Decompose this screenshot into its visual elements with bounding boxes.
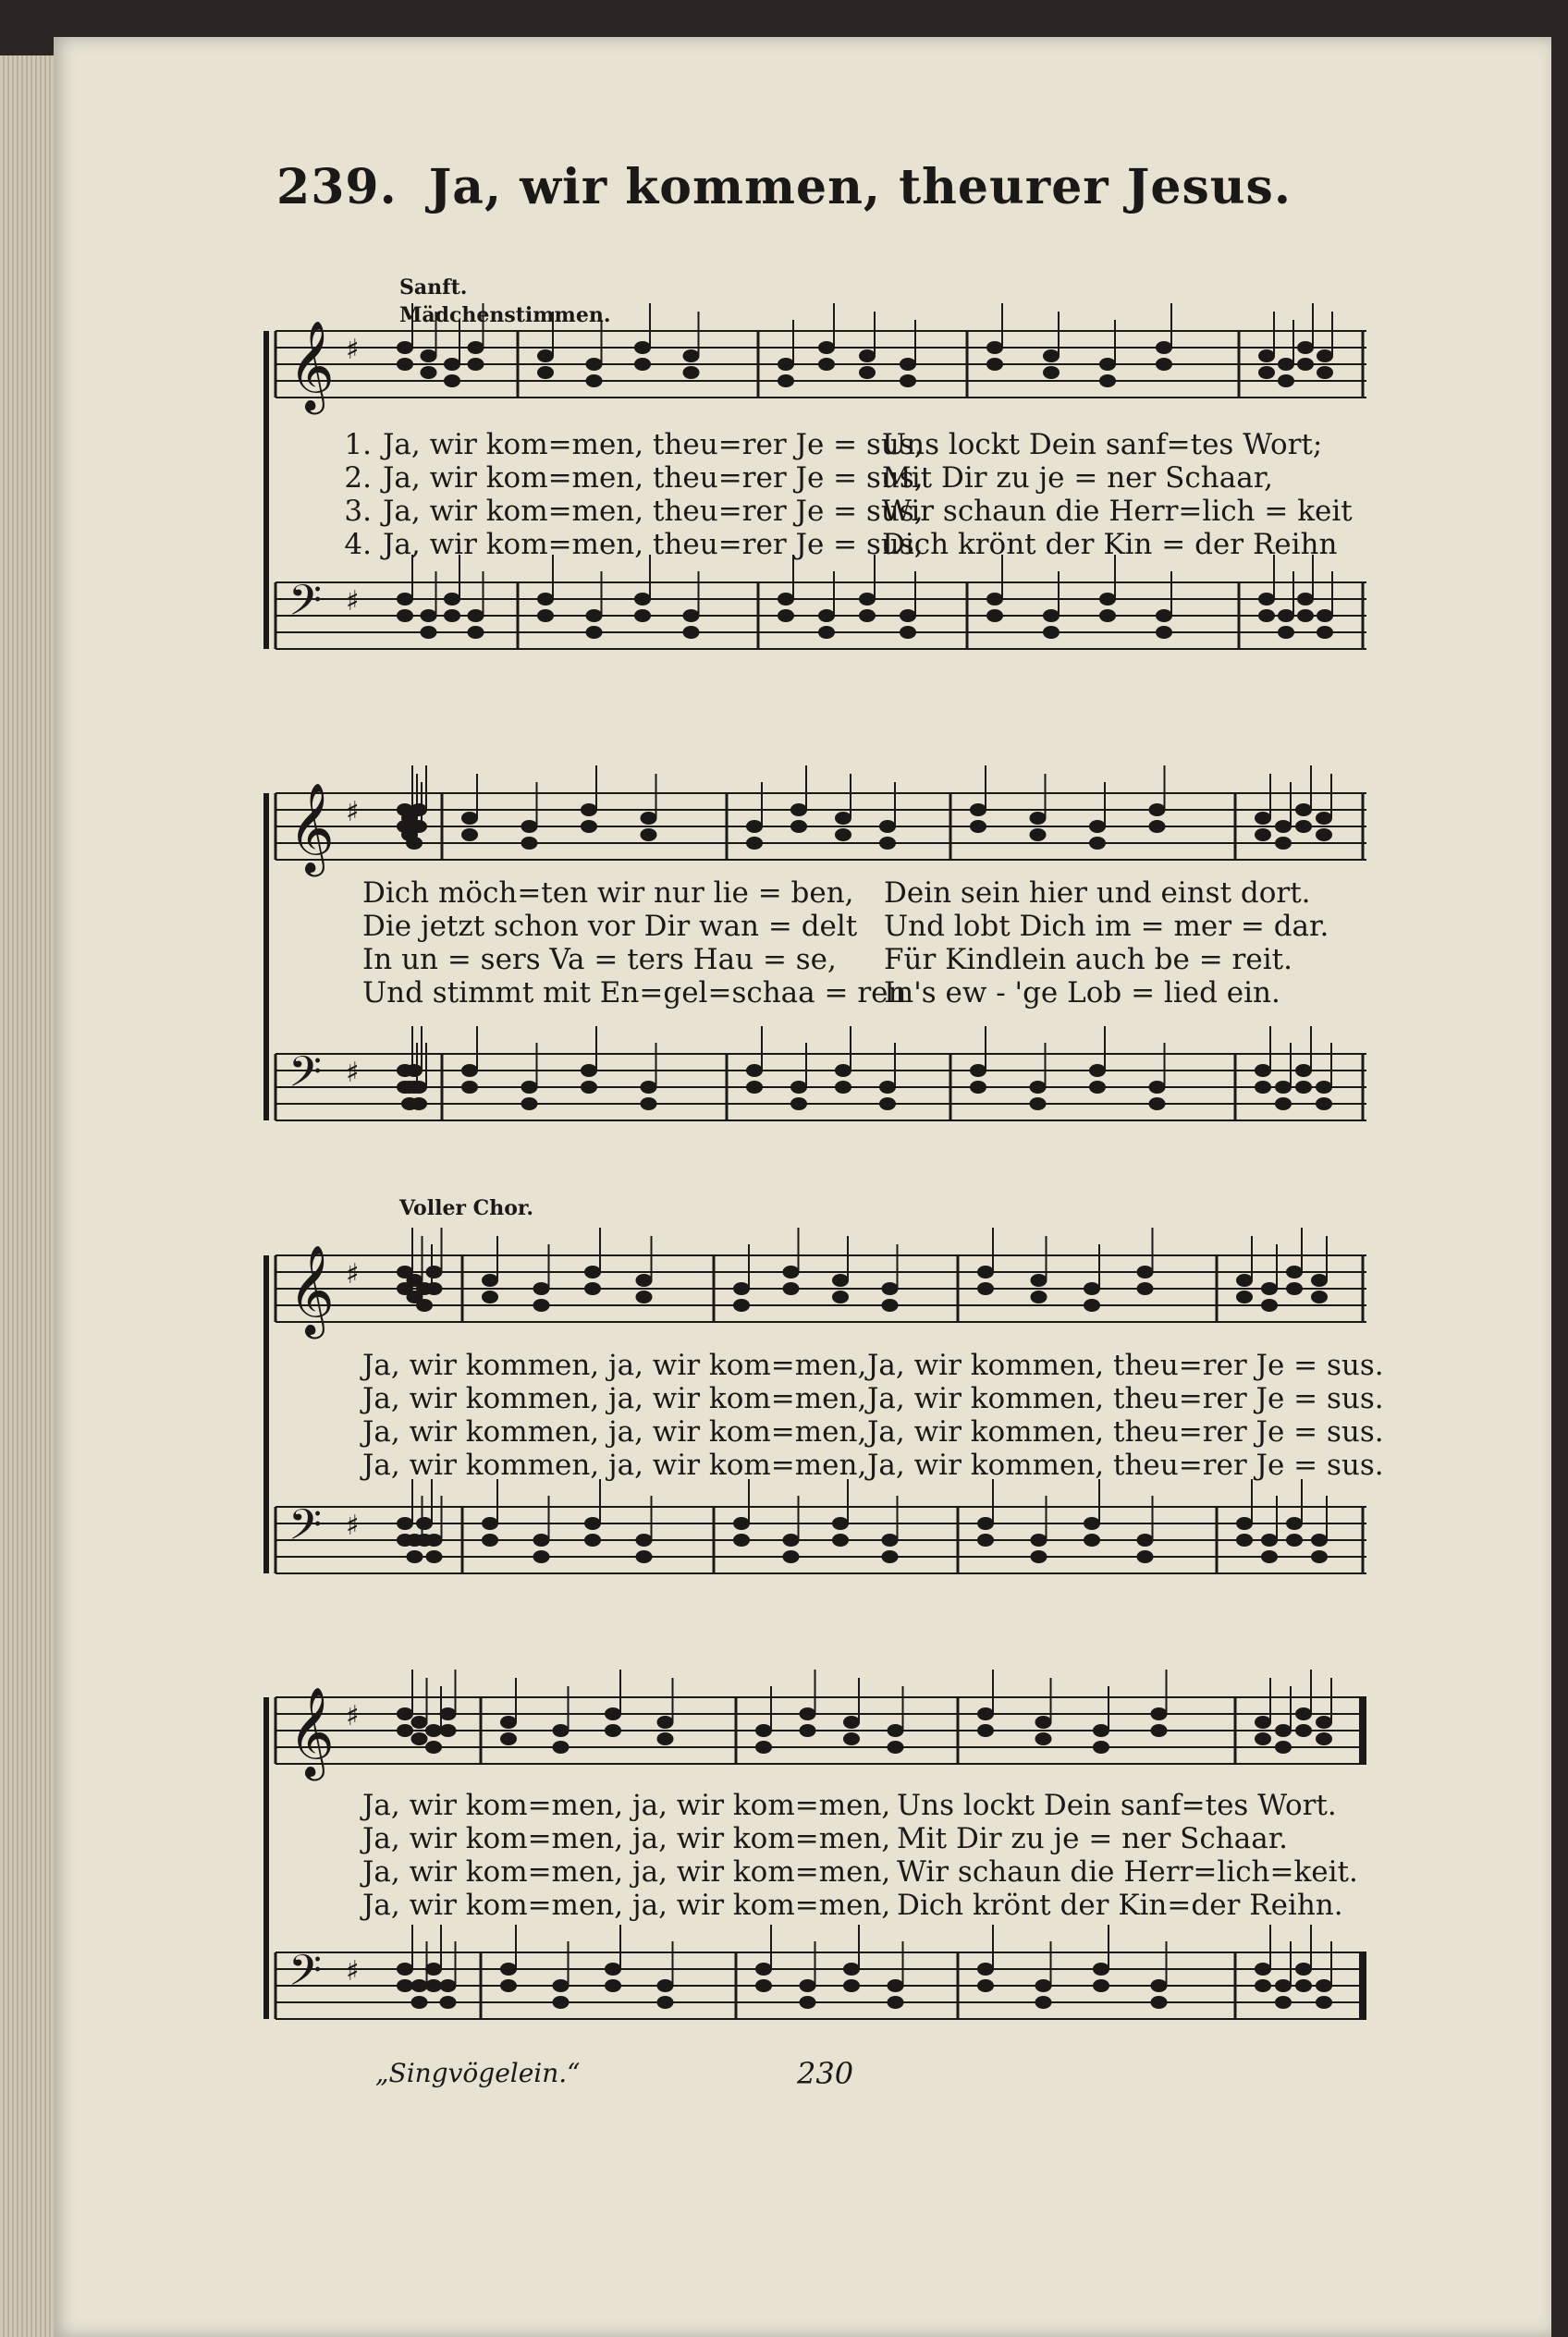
lyric-first-half: Die jetzt schon vor Dir wan = delt (362, 910, 858, 943)
key-signature-sharps-icon: ♯ (346, 334, 360, 366)
lyric-second-half: Ja, wir kommen, theu=rer Je = sus. (867, 1449, 1384, 1482)
lyric-second-half: Dich krönt der Kin=der Reihn. (897, 1889, 1343, 1922)
bass-clef-icon: 𝄢 (288, 576, 323, 636)
treble-clef-icon: 𝄞 (288, 320, 335, 410)
lyric-first-half: Ja, wir kom=men, theu=rer Je = sus, (383, 428, 924, 461)
lyric-first-half: Ja, wir kom=men, ja, wir kom=men, (362, 1789, 891, 1822)
hymn-title-text: Ja, wir kommen, theurer Jesus. (428, 159, 1292, 215)
lyric-first-half: Ja, wir kom=men, ja, wir kom=men, (362, 1889, 891, 1922)
lyric-second-half: Ja, wir kommen, theu=rer Je = sus. (867, 1382, 1384, 1415)
key-signature-sharps-icon: ♯ (346, 1510, 360, 1542)
verse-number: 4. (344, 528, 372, 561)
lyric-first-half: Ja, wir kommen, ja, wir kom=men, (362, 1415, 867, 1449)
treble-clef-icon: 𝄞 (288, 782, 335, 873)
lyric-first-half: Ja, wir kommen, ja, wir kom=men, (362, 1449, 867, 1482)
lyric-second-half: Mit Dir zu je = ner Schaar. (897, 1822, 1288, 1855)
hymn-number: 239. (276, 159, 398, 215)
key-signature-sharps-icon: ♯ (346, 1258, 360, 1291)
key-signature-sharps-icon: ♯ (346, 796, 360, 828)
lyric-second-half: Ja, wir kommen, theu=rer Je = sus. (867, 1349, 1384, 1382)
page-number: 230 (797, 2056, 854, 2091)
lyric-first-half: Ja, wir kommen, ja, wir kom=men, (362, 1382, 867, 1415)
bass-clef-icon: 𝄢 (288, 1500, 323, 1560)
lyric-second-half: Ja, wir kommen, theu=rer Je = sus. (867, 1415, 1384, 1449)
lyric-first-half: Ja, wir kom=men, theu=rer Je = sus, (383, 528, 924, 561)
key-signature-sharps-icon: ♯ (346, 585, 360, 618)
footer-source: „Singvögelein.“ (375, 2058, 581, 2088)
verse-number: 1. (344, 428, 372, 461)
lyric-first-half: Ja, wir kom=men, ja, wir kom=men, (362, 1855, 891, 1889)
lyric-second-half: Für Kindlein auch be = reit. (884, 943, 1292, 976)
lyric-first-half: Ja, wir kommen, ja, wir kom=men, (362, 1349, 867, 1382)
verse-number: 3. (344, 495, 372, 528)
lyric-first-half: Ja, wir kom=men, theu=rer Je = sus, (383, 495, 924, 528)
lyric-second-half: Wir schaun die Herr=lich = keit (882, 495, 1353, 528)
lyric-second-half: In's ew - 'ge Lob = lied ein. (884, 976, 1280, 1009)
bass-clef-icon: 𝄢 (288, 1047, 323, 1107)
tempo-marking: Sanft. (399, 275, 468, 300)
key-signature-sharps-icon: ♯ (346, 1700, 360, 1732)
lyric-second-half: Wir schaun die Herr=lich=keit. (897, 1855, 1358, 1889)
lyric-second-half: Dein sein hier und einst dort. (884, 876, 1311, 910)
lyric-first-half: Dich möch=ten wir nur lie = ben, (362, 876, 854, 910)
lyric-second-half: Und lobt Dich im = mer = dar. (884, 910, 1329, 943)
lyric-second-half: Dich krönt der Kin = der Reihn (882, 528, 1338, 561)
voices-marking: Mädchenstimmen. (399, 303, 611, 327)
lyric-second-half: Uns lockt Dein sanf=tes Wort. (897, 1789, 1337, 1822)
lyric-first-half: Ja, wir kom=men, theu=rer Je = sus, (383, 461, 924, 495)
treble-clef-icon: 𝄞 (288, 1244, 335, 1335)
verse-number: 2. (344, 461, 372, 495)
key-signature-sharps-icon: ♯ (346, 1955, 360, 1988)
lyric-first-half: Und stimmt mit En=gel=schaa = ren (362, 976, 907, 1009)
full-choir-marking: Voller Chor. (399, 1196, 534, 1220)
lyric-second-half: Mit Dir zu je = ner Schaar, (882, 461, 1273, 495)
treble-clef-icon: 𝄞 (288, 1686, 335, 1777)
lyric-first-half: Ja, wir kom=men, ja, wir kom=men, (362, 1822, 891, 1855)
key-signature-sharps-icon: ♯ (346, 1057, 360, 1089)
lyric-first-half: In un = sers Va = ters Hau = se, (362, 943, 837, 976)
bass-clef-icon: 𝄢 (288, 1946, 323, 2006)
lyric-second-half: Uns lockt Dein sanf=tes Wort; (882, 428, 1323, 461)
